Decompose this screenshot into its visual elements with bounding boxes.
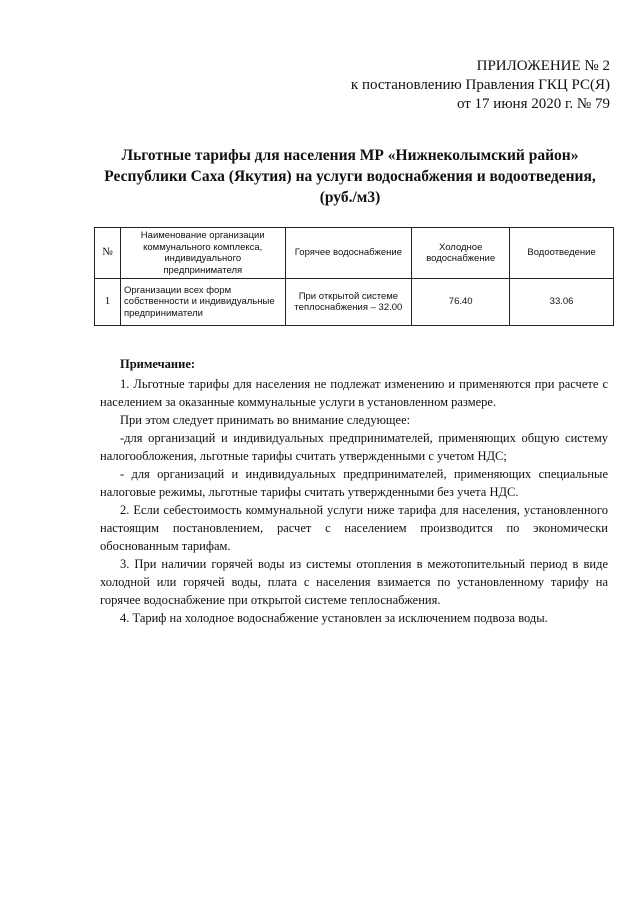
row-number: 1 xyxy=(95,279,121,326)
row-hot-water: При открытой системе теплоснабжения – 32.00 xyxy=(285,279,412,326)
tariffs-table xyxy=(94,227,614,326)
appendix-date: от 17 июня 2020 г. № 79 xyxy=(456,96,610,112)
appendix-resolution: к постановлению Правления ГКЦ РС(Я) xyxy=(350,77,610,93)
table-row xyxy=(95,279,614,326)
header-sewerage: Водоотведение xyxy=(510,228,614,279)
notes-section xyxy=(100,355,608,627)
appendix-number: ПРИЛОЖЕНИЕ № 2 xyxy=(476,58,610,74)
header-cold-water: Холодное водоснабжение xyxy=(412,228,510,279)
title-line-1: Льготные тарифы для населения МР «Нижнеколымский район» xyxy=(121,147,579,164)
note-2: 2. Если себестоимость коммунальной услуги ниже тарифа для населения, установленного настоящим постановлением, расчет с населением производится по экономически обоснованным тарифам. xyxy=(100,503,608,553)
document-title xyxy=(100,145,600,208)
header-hot-water: Горячее водоснабжение xyxy=(285,228,412,279)
appendix-header xyxy=(351,57,610,114)
note-1-intro: При этом следует принимать во внимание следующее: xyxy=(120,413,411,427)
note-3: 3. При наличии горячей воды из системы отопления в межотопительный период в виде холодной или горячей воды, плата с населения взимается по установленному тарифу на горячее водоснабжение при открытой системе теплоснабжения. xyxy=(100,557,608,607)
note-4: 4. Тариф на холодное водоснабжение установлен за исключением подвоза воды. xyxy=(120,611,548,625)
title-line-3: (руб./м3) xyxy=(319,189,381,206)
note-1: 1. Льготные тарифы для населения не подлежат изменению и применяются при расчете с населением за оказанные коммунальные услуги в установленном размере. xyxy=(100,377,608,409)
header-number: № xyxy=(95,228,121,279)
row-organization: Организации всех форм собственности и индивидуальные предприниматели xyxy=(120,279,285,326)
table-header-row xyxy=(95,228,614,279)
title-line-2: Республики Саха (Якутия) на услуги водоснабжения и водоотведения, xyxy=(104,168,596,185)
row-cold-water: 76.40 xyxy=(412,279,510,326)
header-organization: Наименование организации коммунального комплекса, индивидуального предпринимателя xyxy=(120,228,285,279)
notes-heading: Примечание: xyxy=(120,357,196,371)
note-1-general-tax: -для организаций и индивидуальных предпринимателей, применяющих общую систему налогообложения, льготные тарифы считать утвержденными с учетом НДС; xyxy=(100,431,608,463)
note-1-special-tax: - для организаций и индивидуальных предпринимателей, применяющих специальные налоговые режимы, льготные тарифы считать утвержденными без учета НДС. xyxy=(100,467,608,499)
row-sewerage: 33.06 xyxy=(510,279,614,326)
